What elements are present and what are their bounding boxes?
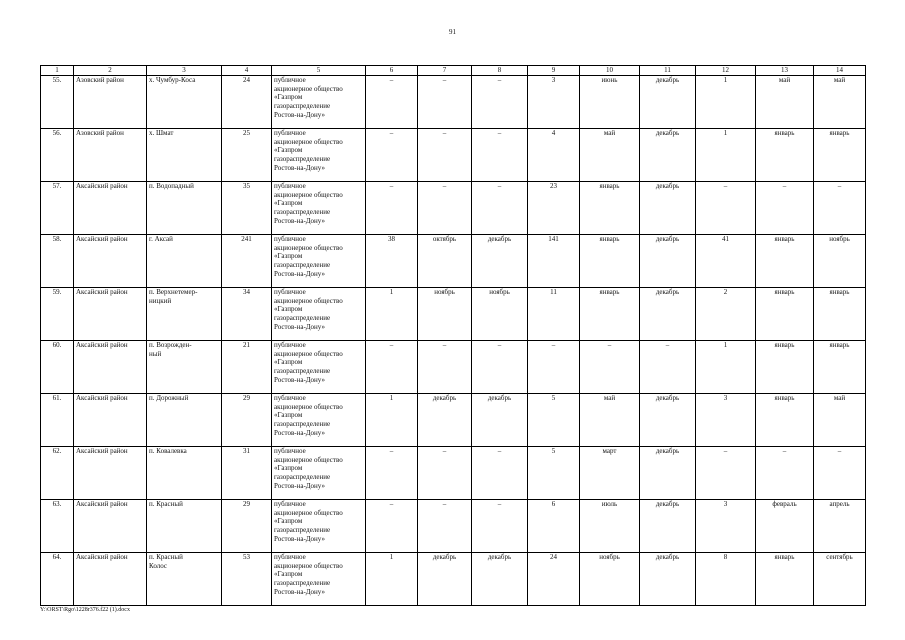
- cell-row-number: 64.: [41, 553, 74, 606]
- cell-district: Аксайский район: [74, 341, 147, 394]
- cell-col-12: 3: [696, 394, 756, 447]
- cell-col-11: декабрь: [640, 553, 696, 606]
- cell-col-8: –: [472, 182, 528, 235]
- cell-col-14: апрель: [814, 500, 866, 553]
- cell-col-6: –: [366, 447, 418, 500]
- cell-col-7: декабрь: [418, 553, 472, 606]
- cell-col-13: –: [756, 182, 814, 235]
- cell-count: 241: [222, 235, 272, 288]
- cell-row-number: 56.: [41, 129, 74, 182]
- header-row: [41, 66, 866, 76]
- cell-count: 35: [222, 182, 272, 235]
- cell-row-number: 58.: [41, 235, 74, 288]
- cell-col-13: февраль: [756, 500, 814, 553]
- cell-row-number: 57.: [41, 182, 74, 235]
- cell-col-12: –: [696, 447, 756, 500]
- table-row: [41, 553, 866, 606]
- cell-col-6: –: [366, 129, 418, 182]
- column-header-3: 3: [147, 66, 222, 76]
- cell-col-6: –: [366, 341, 418, 394]
- column-header-6: 6: [366, 66, 418, 76]
- cell-settlement: п. Ковалевка: [147, 447, 222, 500]
- cell-col-12: 8: [696, 553, 756, 606]
- cell-col-6: 1: [366, 288, 418, 341]
- file-path-footer: Y:\ORST\Rgo\1228r376.f22 (1).docx: [40, 607, 130, 613]
- cell-settlement: п. Дорожный: [147, 394, 222, 447]
- cell-settlement: п. Верхнетемер- ницкий: [147, 288, 222, 341]
- column-header-13: 13: [756, 66, 814, 76]
- table-row: [41, 394, 866, 447]
- cell-col-7: –: [418, 341, 472, 394]
- cell-col-7: –: [418, 500, 472, 553]
- cell-col-13: –: [756, 447, 814, 500]
- cell-col-12: 1: [696, 76, 756, 129]
- cell-count: 21: [222, 341, 272, 394]
- cell-col-9: 23: [528, 182, 580, 235]
- cell-district: Азовский район: [74, 76, 147, 129]
- cell-count: 53: [222, 553, 272, 606]
- page-number: 91: [449, 28, 456, 36]
- cell-district: Аксайский район: [74, 553, 147, 606]
- cell-district: Аксайский район: [74, 288, 147, 341]
- cell-col-11: декабрь: [640, 394, 696, 447]
- cell-col-8: –: [472, 76, 528, 129]
- cell-col-12: 41: [696, 235, 756, 288]
- cell-col-10: январь: [580, 182, 640, 235]
- cell-row-number: 55.: [41, 76, 74, 129]
- cell-settlement: п. Возрожден- ный: [147, 341, 222, 394]
- cell-col-6: –: [366, 182, 418, 235]
- cell-col-7: октябрь: [418, 235, 472, 288]
- cell-col-12: 1: [696, 341, 756, 394]
- cell-count: 29: [222, 394, 272, 447]
- cell-district: Аксайский район: [74, 235, 147, 288]
- cell-settlement: п. Красный: [147, 500, 222, 553]
- cell-col-12: 3: [696, 500, 756, 553]
- cell-settlement: г. Аксай: [147, 235, 222, 288]
- cell-col-13: май: [756, 76, 814, 129]
- cell-col-9: 141: [528, 235, 580, 288]
- cell-district: Аксайский район: [74, 500, 147, 553]
- cell-row-number: 59.: [41, 288, 74, 341]
- cell-col-6: 1: [366, 553, 418, 606]
- cell-col-14: январь: [814, 288, 866, 341]
- column-header-7: 7: [418, 66, 472, 76]
- cell-organization: публичное акционерное общество «Газпром газораспределение Ростов-на-Дону»: [272, 76, 366, 129]
- cell-col-11: декабрь: [640, 76, 696, 129]
- cell-col-9: –: [528, 341, 580, 394]
- cell-col-12: 2: [696, 288, 756, 341]
- cell-col-10: июнь: [580, 76, 640, 129]
- cell-col-12: –: [696, 182, 756, 235]
- cell-col-14: май: [814, 394, 866, 447]
- cell-col-10: март: [580, 447, 640, 500]
- cell-col-10: май: [580, 129, 640, 182]
- cell-count: 34: [222, 288, 272, 341]
- cell-settlement: х. Чумбур-Коса: [147, 76, 222, 129]
- cell-col-13: январь: [756, 288, 814, 341]
- cell-district: Аксайский район: [74, 182, 147, 235]
- cell-col-10: май: [580, 394, 640, 447]
- cell-col-8: декабрь: [472, 394, 528, 447]
- cell-col-7: –: [418, 447, 472, 500]
- cell-row-number: 61.: [41, 394, 74, 447]
- cell-col-9: 3: [528, 76, 580, 129]
- column-header-2: 2: [74, 66, 147, 76]
- cell-col-9: 4: [528, 129, 580, 182]
- cell-col-13: январь: [756, 341, 814, 394]
- cell-col-13: январь: [756, 235, 814, 288]
- cell-col-6: 38: [366, 235, 418, 288]
- cell-district: Аксайский район: [74, 447, 147, 500]
- column-header-10: 10: [580, 66, 640, 76]
- cell-col-14: –: [814, 182, 866, 235]
- cell-count: 25: [222, 129, 272, 182]
- cell-col-11: декабрь: [640, 500, 696, 553]
- cell-col-7: ноябрь: [418, 288, 472, 341]
- cell-col-11: декабрь: [640, 129, 696, 182]
- column-header-1: 1: [41, 66, 74, 76]
- gasification-schedule-table: [40, 65, 866, 606]
- cell-col-13: январь: [756, 394, 814, 447]
- cell-organization: публичное акционерное общество «Газпром газораспределение Ростов-на-Дону»: [272, 394, 366, 447]
- table-row: [41, 182, 866, 235]
- cell-col-7: –: [418, 129, 472, 182]
- cell-col-9: 24: [528, 553, 580, 606]
- cell-col-9: 5: [528, 447, 580, 500]
- cell-organization: публичное акционерное общество «Газпром газораспределение Ростов-на-Дону»: [272, 129, 366, 182]
- cell-settlement: п. Водопадный: [147, 182, 222, 235]
- cell-row-number: 63.: [41, 500, 74, 553]
- cell-district: Аксайский район: [74, 394, 147, 447]
- cell-organization: публичное акционерное общество «Газпром газораспределение Ростов-на-Дону»: [272, 500, 366, 553]
- cell-col-11: декабрь: [640, 447, 696, 500]
- cell-col-8: декабрь: [472, 235, 528, 288]
- cell-col-8: –: [472, 341, 528, 394]
- cell-col-10: январь: [580, 235, 640, 288]
- table-body: [41, 76, 866, 606]
- cell-col-8: –: [472, 129, 528, 182]
- cell-row-number: 62.: [41, 447, 74, 500]
- cell-col-9: 5: [528, 394, 580, 447]
- table-row: [41, 129, 866, 182]
- cell-col-10: июль: [580, 500, 640, 553]
- cell-settlement: х. Шмат: [147, 129, 222, 182]
- cell-col-14: ноябрь: [814, 235, 866, 288]
- cell-district: Азовский район: [74, 129, 147, 182]
- cell-organization: публичное акционерное общество «Газпром газораспределение Ростов-на-Дону»: [272, 235, 366, 288]
- column-header-14: 14: [814, 66, 866, 76]
- cell-col-11: декабрь: [640, 235, 696, 288]
- cell-col-14: май: [814, 76, 866, 129]
- cell-col-6: –: [366, 76, 418, 129]
- cell-col-9: 6: [528, 500, 580, 553]
- table-row: [41, 500, 866, 553]
- cell-col-8: –: [472, 500, 528, 553]
- cell-col-9: 11: [528, 288, 580, 341]
- cell-col-10: ноябрь: [580, 553, 640, 606]
- table-row: [41, 288, 866, 341]
- cell-organization: публичное акционерное общество «Газпром газораспределение Ростов-на-Дону»: [272, 341, 366, 394]
- column-header-5: 5: [272, 66, 366, 76]
- cell-col-13: январь: [756, 553, 814, 606]
- column-header-4: 4: [222, 66, 272, 76]
- cell-col-11: декабрь: [640, 182, 696, 235]
- cell-col-11: –: [640, 341, 696, 394]
- cell-col-14: январь: [814, 341, 866, 394]
- table-row: [41, 341, 866, 394]
- cell-col-7: декабрь: [418, 394, 472, 447]
- cell-col-14: сентябрь: [814, 553, 866, 606]
- cell-col-8: –: [472, 447, 528, 500]
- cell-col-8: декабрь: [472, 553, 528, 606]
- column-header-8: 8: [472, 66, 528, 76]
- table-row: [41, 76, 866, 129]
- table-row: [41, 447, 866, 500]
- cell-organization: публичное акционерное общество «Газпром газораспределение Ростов-на-Дону»: [272, 553, 366, 606]
- cell-row-number: 60.: [41, 341, 74, 394]
- cell-settlement: п. Красный Колос: [147, 553, 222, 606]
- cell-col-14: январь: [814, 129, 866, 182]
- cell-organization: публичное акционерное общество «Газпром газораспределение Ростов-на-Дону»: [272, 447, 366, 500]
- cell-col-8: ноябрь: [472, 288, 528, 341]
- cell-organization: публичное акционерное общество «Газпром газораспределение Ростов-на-Дону»: [272, 288, 366, 341]
- cell-col-7: –: [418, 182, 472, 235]
- cell-col-14: –: [814, 447, 866, 500]
- cell-count: 29: [222, 500, 272, 553]
- cell-count: 31: [222, 447, 272, 500]
- cell-col-6: 1: [366, 394, 418, 447]
- cell-col-10: январь: [580, 288, 640, 341]
- column-header-12: 12: [696, 66, 756, 76]
- cell-col-11: декабрь: [640, 288, 696, 341]
- column-header-9: 9: [528, 66, 580, 76]
- column-header-11: 11: [640, 66, 696, 76]
- cell-col-12: 1: [696, 129, 756, 182]
- cell-count: 24: [222, 76, 272, 129]
- table-row: [41, 235, 866, 288]
- cell-col-6: –: [366, 500, 418, 553]
- cell-organization: публичное акционерное общество «Газпром газораспределение Ростов-на-Дону»: [272, 182, 366, 235]
- cell-col-7: –: [418, 76, 472, 129]
- cell-col-10: –: [580, 341, 640, 394]
- cell-col-13: январь: [756, 129, 814, 182]
